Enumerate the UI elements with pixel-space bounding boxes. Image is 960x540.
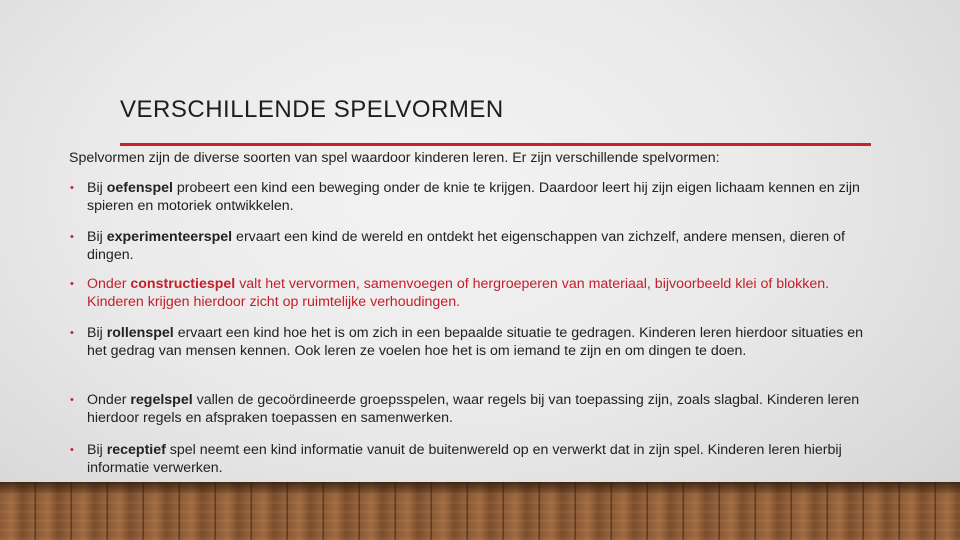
bullet-prefix: Onder: [87, 392, 131, 408]
bullet-term: oefenspel: [106, 180, 173, 196]
bullet-experimenteerspel: [69, 229, 879, 264]
wood-floor-decoration: [0, 482, 960, 540]
bullet-text: valt het vervormen, samenvoegen of hergroeperen van materiaal, bijvoorbeeld klei of blokken. Kinderen krijgen hierdoor zicht op ruimtelijke verhoudingen.: [87, 276, 830, 310]
bullet-icon: •: [70, 327, 74, 339]
bullet-prefix: Bij: [87, 325, 107, 341]
bullet-text: spel neemt een kind informatie vanuit de buitenwereld op en verwerkt dat in zijn spel. Kinderen leren hierbij informatie verwerken.: [87, 442, 842, 476]
bullet-text: ervaart een kind hoe het is om zich in een bepaalde situatie te gedragen. Kinderen leren hierdoor situaties en het gedrag van mensen kennen. Ook leren ze voelen hoe het is om iemand te zijn en om dingen te doen.: [87, 325, 864, 359]
bullet-term: receptief: [106, 442, 166, 458]
intro-text: Spelvormen zijn de diverse soorten van spel waardoor kinderen leren. Er zijn verschillende spelvormen:: [69, 150, 720, 166]
bullet-text: probeert een kind een beweging onder de knie te krijgen. Daardoor leert hij zijn eigen lichaam kennen en zijn spieren en motoriek ontwikkelen.: [87, 180, 860, 214]
bullet-term: rollenspel: [106, 325, 174, 341]
slide-title: VERSCHILLENDE SPELVORMEN: [120, 96, 504, 123]
bullet-text: vallen de gecoördineerde groepsspelen, waar regels bij van toepassing zijn, zoals slagbal. Kinderen leren hierdoor regels en afspraken toepassen en samenwerken.: [87, 392, 860, 426]
bullet-prefix: Bij: [87, 229, 107, 245]
bullet-term: regelspel: [130, 392, 193, 408]
bullet-regelspel: [69, 392, 879, 427]
bullet-prefix: Onder: [87, 276, 131, 292]
bullet-constructiespel: [69, 276, 879, 311]
bullet-icon: •: [70, 444, 74, 456]
bullet-oefenspel: [69, 180, 879, 215]
bullet-icon: •: [70, 182, 74, 194]
bullet-icon: •: [70, 231, 74, 243]
title-underline: [120, 143, 871, 146]
bullet-rollenspel: [69, 325, 879, 360]
bullet-text: ervaart een kind de wereld en ontdekt het eigenschappen van zichzelf, andere mensen, dieren of dingen.: [87, 229, 845, 263]
bullet-term: constructiespel: [130, 276, 236, 292]
bullet-receptief: [69, 442, 879, 477]
bullet-term: experimenteerspel: [106, 229, 233, 245]
bullet-prefix: Bij: [87, 442, 107, 458]
bullet-icon: •: [70, 394, 74, 406]
bullet-prefix: Bij: [87, 180, 107, 196]
bullet-icon: •: [70, 278, 74, 290]
